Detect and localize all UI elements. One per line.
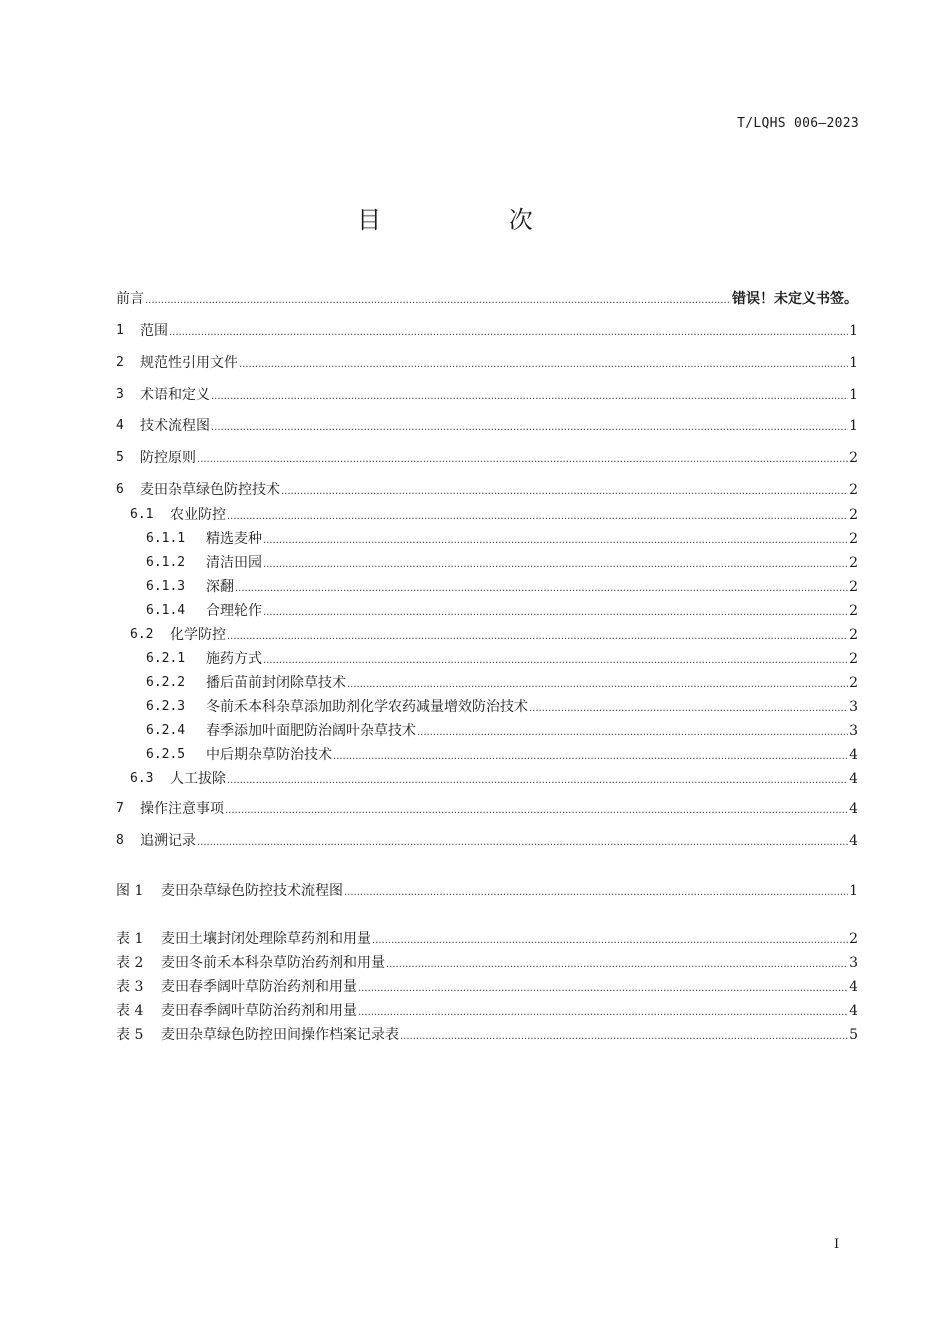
table-number: 表 4	[116, 1003, 144, 1019]
toc-entry-6-2-3[interactable]	[146, 698, 858, 716]
table-number: 表 1	[116, 931, 144, 947]
table-label: 麦田春季阔叶草防治药剂和用量	[161, 979, 357, 995]
toc-number: 6.2.5	[146, 747, 186, 762]
toc-number: 6.3	[130, 771, 154, 786]
toc-entry-foreword[interactable]	[116, 290, 858, 308]
toc-label: 术语和定义	[140, 387, 210, 403]
toc-page: 2	[849, 555, 858, 571]
toc-label: 精选麦种	[206, 531, 262, 547]
toc-label: 深翻	[206, 579, 234, 595]
toc-label: 追溯记录	[140, 833, 196, 849]
toc-page: 2	[849, 627, 858, 643]
toc-number: 6.2.4	[146, 723, 186, 738]
toc-leader	[344, 886, 848, 900]
toc-label: 化学防控	[170, 627, 226, 643]
page-title: 目 次	[357, 206, 593, 234]
toc-leader	[281, 485, 848, 499]
toc-leader	[197, 453, 848, 467]
toc-leader	[239, 358, 848, 372]
toc-page: 2	[849, 579, 858, 595]
toc-page: 3	[849, 723, 858, 739]
toc-number: 6.1.3	[146, 579, 186, 594]
toc-entry-6-1-1[interactable]	[146, 530, 858, 548]
toc-page: 1	[849, 418, 858, 434]
toc-leader	[211, 421, 848, 435]
toc-leader	[145, 294, 731, 308]
toc-page: 2	[849, 450, 858, 466]
toc-page: 4	[849, 1003, 858, 1019]
toc-label: 人工拔除	[170, 771, 226, 787]
toc-page: 2	[849, 507, 858, 523]
toc-label: 施药方式	[206, 651, 262, 667]
toc-label: 技术流程图	[140, 418, 210, 434]
toc-number: 5	[116, 450, 124, 465]
toc-label: 范围	[140, 323, 168, 339]
table-entry-4[interactable]	[116, 1002, 858, 1020]
toc-entry-6-2[interactable]	[130, 626, 858, 644]
toc-number: 4	[116, 418, 124, 433]
toc-page: 1	[849, 387, 858, 403]
table-entry-1[interactable]	[116, 930, 858, 948]
toc-leader	[227, 510, 848, 524]
toc-entry-6-1-4[interactable]	[146, 602, 858, 620]
table-number: 表 3	[116, 979, 144, 995]
toc-number: 6.1	[130, 507, 154, 522]
figure-entry-1[interactable]	[116, 882, 858, 900]
table-number: 表 2	[116, 955, 144, 971]
toc-page: 4	[849, 979, 858, 995]
toc-number: 1	[116, 323, 124, 338]
toc-label: 播后苗前封闭除草技术	[206, 675, 346, 691]
toc-entry-6[interactable]	[116, 481, 858, 499]
toc-entry-6-2-4[interactable]	[146, 722, 858, 740]
toc-number: 3	[116, 387, 124, 402]
toc-page: 3	[849, 699, 858, 715]
toc-label: 防控原则	[140, 450, 196, 466]
toc-leader	[529, 702, 848, 716]
toc-label: 清洁田园	[206, 555, 262, 571]
toc-label: 合理轮作	[206, 603, 262, 619]
toc-entry-6-2-1[interactable]	[146, 650, 858, 668]
toc-page: 4	[849, 833, 858, 849]
toc-entry-2[interactable]	[116, 354, 858, 372]
toc-number: 6.2.3	[146, 699, 186, 714]
toc-page: 5	[849, 1027, 858, 1043]
toc-entry-6-1[interactable]	[130, 506, 858, 524]
page-number: I	[834, 1237, 840, 1252]
toc-leader	[263, 558, 848, 572]
toc-page: 1	[849, 323, 858, 339]
toc-number: 6.1.4	[146, 603, 186, 618]
toc-entry-6-3[interactable]	[130, 770, 858, 788]
toc-label: 规范性引用文件	[140, 355, 238, 371]
table-label: 麦田土壤封闭处理除草药剂和用量	[161, 931, 371, 947]
toc-entry-6-2-5[interactable]	[146, 746, 858, 764]
toc-leader	[197, 836, 848, 850]
toc-page: 2	[849, 603, 858, 619]
toc-page: 4	[849, 747, 858, 763]
toc-page: 2	[849, 675, 858, 691]
toc-page: 1	[849, 355, 858, 371]
toc-number: 6.1.2	[146, 555, 186, 570]
toc-entry-8[interactable]	[116, 832, 858, 850]
figure-label: 麦田杂草绿色防控技术流程图	[161, 883, 343, 899]
toc-leader	[169, 326, 848, 340]
toc-page: 2	[849, 931, 858, 947]
toc-leader	[417, 726, 848, 740]
toc-leader	[225, 804, 848, 818]
table-entry-5[interactable]	[116, 1026, 858, 1044]
toc-number: 6.1.1	[146, 531, 186, 546]
toc-leader	[263, 534, 848, 548]
toc-leader	[333, 750, 848, 764]
toc-label: 操作注意事项	[140, 801, 224, 817]
toc-page: 4	[849, 801, 858, 817]
standard-code: T/LQHS 006—2023	[737, 116, 859, 131]
toc-label: 冬前禾本科杂草添加助剂化学农药减量增效防治技术	[206, 699, 528, 715]
toc-leader	[358, 1006, 848, 1020]
toc-entry-7[interactable]	[116, 800, 858, 818]
toc-leader	[263, 654, 848, 668]
toc-label: 春季添加叶面肥防治阔叶杂草技术	[206, 723, 416, 739]
toc-number: 6	[116, 482, 124, 497]
toc-leader	[227, 630, 848, 644]
toc-entry-6-1-3[interactable]	[146, 578, 858, 596]
toc-leader	[347, 678, 848, 692]
toc-page: 1	[849, 883, 858, 899]
toc-label: 农业防控	[170, 507, 226, 523]
toc-leader	[372, 934, 848, 948]
figure-number: 图 1	[116, 883, 144, 899]
toc-label: 前言	[116, 291, 144, 307]
table-label: 麦田杂草绿色防控田间操作档案记录表	[161, 1027, 399, 1043]
toc-number: 6.2	[130, 627, 154, 642]
table-label: 麦田春季阔叶草防治药剂和用量	[161, 1003, 357, 1019]
toc-leader	[400, 1030, 848, 1044]
toc-page: 3	[849, 955, 858, 971]
toc-number: 6.2.2	[146, 675, 186, 690]
table-entry-3[interactable]	[116, 978, 858, 996]
toc-leader	[386, 958, 848, 972]
toc-label: 中后期杂草防治技术	[206, 747, 332, 763]
toc-page: 2	[849, 482, 858, 498]
toc-number: 8	[116, 833, 124, 848]
toc-leader	[358, 982, 848, 996]
toc-leader	[211, 390, 848, 404]
toc-entry-1[interactable]	[116, 322, 858, 340]
toc-entry-4[interactable]	[116, 417, 858, 435]
toc-entry-3[interactable]	[116, 386, 858, 404]
toc-leader	[263, 606, 848, 620]
toc-entry-5[interactable]	[116, 449, 858, 467]
toc-page-error: 错误！未定义书签。	[732, 291, 858, 307]
toc-label: 麦田杂草绿色防控技术	[140, 482, 280, 498]
toc-number: 2	[116, 355, 124, 370]
toc-entry-6-2-2[interactable]	[146, 674, 858, 692]
toc-leader	[235, 582, 848, 596]
toc-leader	[227, 774, 848, 788]
toc-page: 4	[849, 771, 858, 787]
toc-entry-6-1-2[interactable]	[146, 554, 858, 572]
table-entry-2[interactable]	[116, 954, 858, 972]
toc-page: 2	[849, 531, 858, 547]
table-label: 麦田冬前禾本科杂草防治药剂和用量	[161, 955, 385, 971]
toc-number: 7	[116, 801, 124, 816]
toc-page: 2	[849, 651, 858, 667]
toc-number: 6.2.1	[146, 651, 186, 666]
table-number: 表 5	[116, 1027, 144, 1043]
